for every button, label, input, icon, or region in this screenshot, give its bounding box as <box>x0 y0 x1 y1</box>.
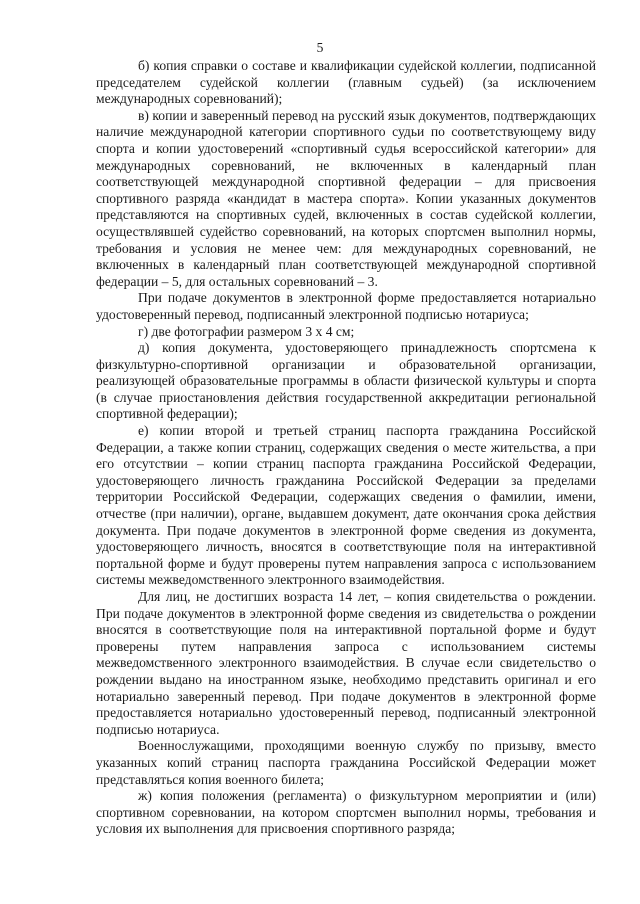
paragraph-v: в) копии и заверенный перевод на русский язык документов, подтверждающих наличие международной категории спортивного судьи по соответствующему виду спорта и копии удостоверений «спортивный судья всероссийской категории» для международных соревнований, не включенных в календарный план соответствующей международной спортивной федерации – для присвоения спортивного разряда «кандидат в мастера спорта». Копии указанных документов представляются на спортивных судей, включенных в состав судейской коллегии, осуществлявшей судейство соревнований, на которых спортсмен выполнил нормы, требования и условия не менее чем: для международных соревнований, не включенных в календарный план соответствующей международной спортивной федерации – 5, для остальных соревнований – 3. <box>96 107 596 289</box>
paragraph-under-14: Для лиц, не достигших возраста 14 лет, – копия свидетельства о рождении. При подаче документов в электронной форме сведения из свидетельства о рождении вносятся в соответствующие поля на интерактивной портальной форме и будут проверены путем направления запроса с использованием системы межведомственного электронного взаимодействия. В случае если свидетельство о рождении выдано на иностранном языке, необходимо представить оригинал и его нотариально заверенный перевод. При подаче документов в электронной форме предоставляется нотариально удостоверенный перевод, подписанный электронной подписью нотариуса. <box>96 589 596 737</box>
paragraph-electronic-translation: При подаче документов в электронной форме предоставляется нотариально удостоверенный перевод, подписанный электронной подписью нотариуса; <box>96 290 596 322</box>
page-number: 5 <box>316 40 324 55</box>
paragraph-g: г) две фотографии размером 3 х 4 см; <box>138 323 355 339</box>
paragraph-zh: ж) копия положения (регламента) о физкультурном мероприятии и (или) спортивном соревновании, на котором спортсмен выполнил нормы, требования и условия их выполнения для присвоения спортивного разряда; <box>96 788 596 837</box>
document-body <box>96 58 596 838</box>
paragraph-military: Военнослужащими, проходящими военную службу по призыву, вместо указанных копий страниц паспорта гражданина Российской Федерации может представляться копия военного билета; <box>96 738 596 787</box>
paragraph-e: е) копии второй и третьей страниц паспорта гражданина Российской Федерации, а также копии страниц, содержащих сведения о месте жительства, а при его отсутствии – копии страниц паспорта гражданина Российской Федерации, удостоверяющего личность гражданина Российской Федерации за пределами территории Российской Федерации, содержащих сведения о фамилии, имени, отчестве (при наличии), органе, выдавшем документ, дате окончания срока действия документа. При подаче документов в электронной форме сведения из документа, удостоверяющего личность, вносятся в соответствующие поля на интерактивной портальной форме и будут проверены путем направления запроса с использованием системы межведомственного электронного взаимодействия. <box>96 423 596 588</box>
paragraph-d: д) копия документа, удостоверяющего принадлежность спортсмена к физкультурно-спортивной организации и образовательной организации, реализующей образовательные программы в области физической культуры и спорта (в случае приостановления действия государственной аккредитации региональной спортивной федерации); <box>96 340 596 422</box>
paragraph-b: б) копия справки о составе и квалификации судейской коллегии, подписанной председателем судейской коллегии (главным судьей) (за исключением международных соревнований); <box>96 58 596 107</box>
